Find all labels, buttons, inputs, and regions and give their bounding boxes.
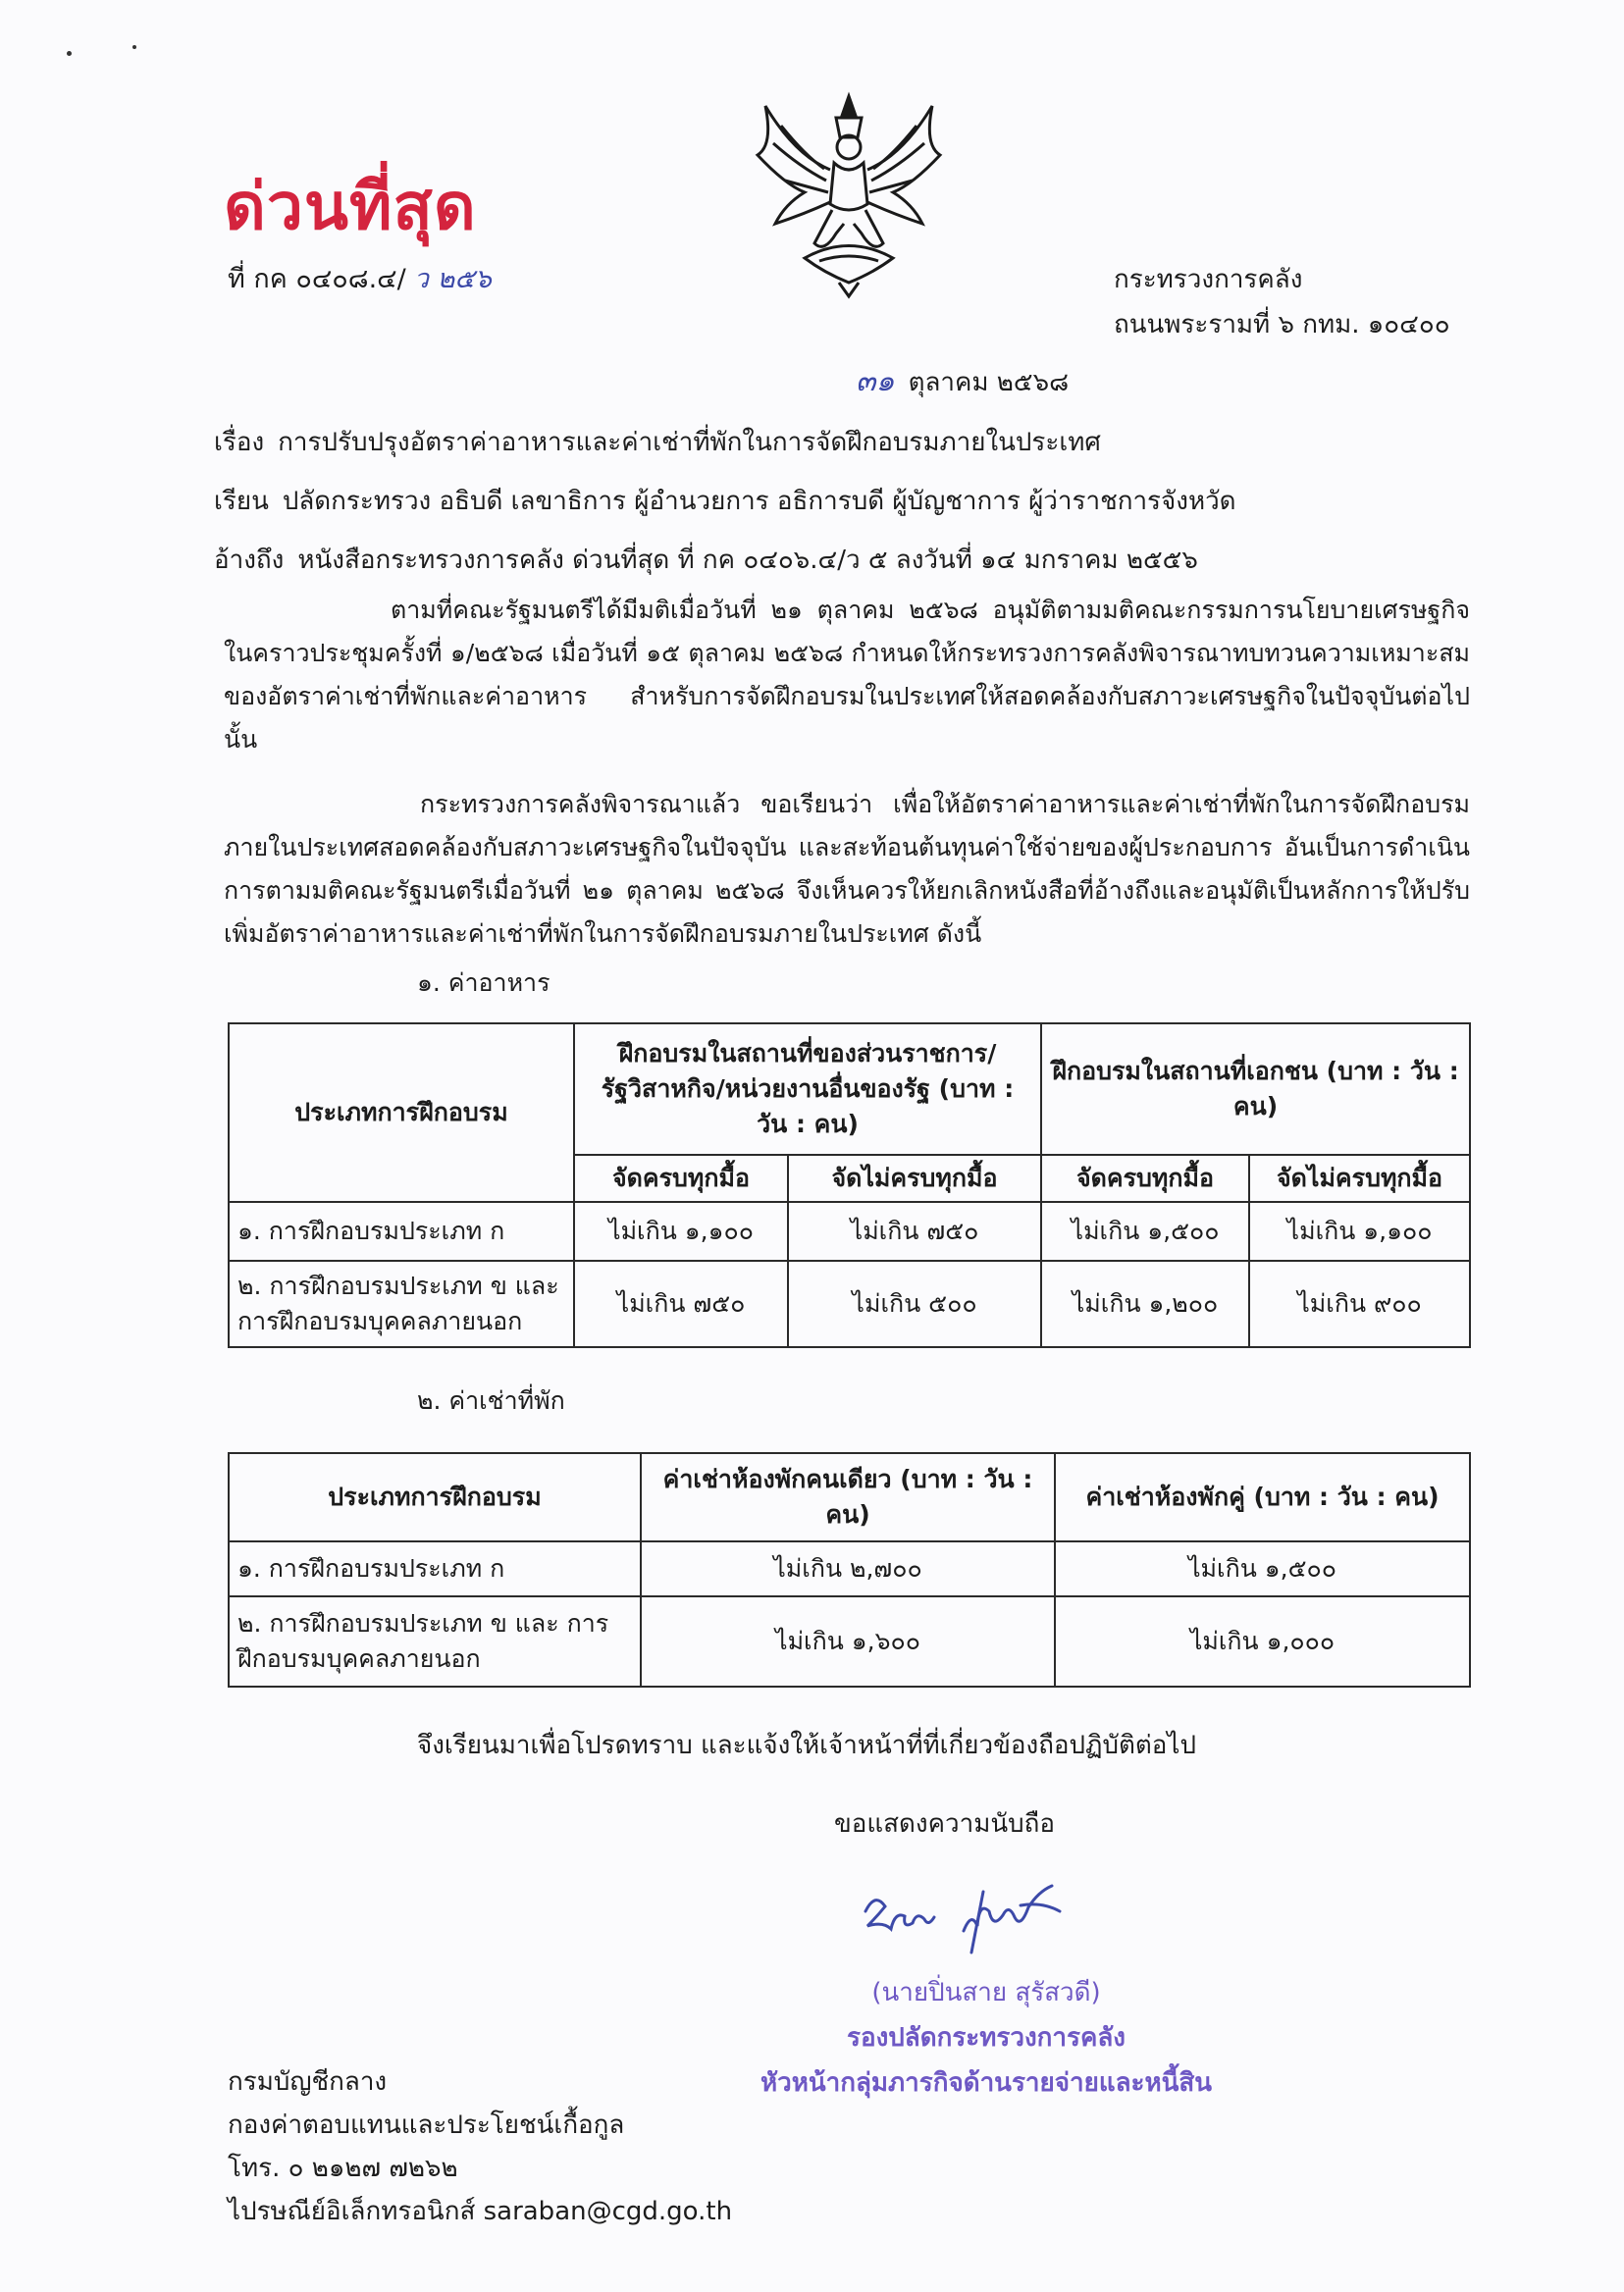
garuda-emblem-icon <box>746 86 952 302</box>
subject-label: เรื่อง <box>214 428 265 457</box>
sender-address <box>1114 257 1450 347</box>
signer-subtitle: หัวหน้ากลุ่มภารกิจด้านรายจ่ายและหนี้สิน <box>760 2068 1213 2098</box>
body-paragraph-2: กระทรวงการคลังพิจารณาแล้ว ขอเรียนว่า เพื่อให้อัตราค่าอาหารและค่าเช่าที่พักในการจัดฝึกอบรมภายในประเทศสอดคล้องกับสภาวะเศรษฐกิจในปัจจุบัน และสะท้อนต้นทุนค่าใช้จ่ายของผู้ประกอบการ อันเป็นการดำเนินการตามมติคณะรัฐมนตรีเมื่อวันที่ ๒๑ ตุลาคม ๒๕๖๘ จึงเห็นควรให้ยกเลิกหนังสือที่อ้างถึงและอนุมัติเป็นหลักการให้ปรับเพิ่มอัตราค่าอาหารและค่าเช่าที่พักในการจัดฝึกอบรมภายในประเทศ ดังนี้ <box>224 790 1470 948</box>
lodging-cell: ไม่เกิน ๒,๗๐๐ <box>641 1541 1055 1596</box>
lodging-heading: ๒. ค่าเช่าที่พัก <box>417 1386 565 1415</box>
scan-speck <box>67 51 72 56</box>
food-row-type: ๑. การฝึกอบรมประเภท ก <box>229 1202 574 1261</box>
signature-icon <box>856 1872 1072 1960</box>
signer-block <box>687 1970 1285 2106</box>
lodging-cell: ไม่เกิน ๑,๖๐๐ <box>641 1596 1055 1687</box>
document-number <box>228 257 492 299</box>
recipient-line <box>214 481 1236 521</box>
food-col-private: ฝึกอบรมในสถานที่เอกชน (บาท : วัน : คน) <box>1041 1023 1470 1155</box>
footer-phone: โทร. ๐ ๒๑๒๗ ๗๒๖๒ <box>228 2154 458 2183</box>
food-cell: ไม่เกิน ๑,๑๐๐ <box>1249 1202 1470 1261</box>
food-cell: ไม่เกิน ๕๐๐ <box>788 1261 1041 1347</box>
table-row <box>229 1596 1470 1687</box>
body-paragraph-1: ตามที่คณะรัฐมนตรีได้มีมติเมื่อวันที่ ๒๑ ตุลาคม ๒๕๖๘ อนุมัติตามมติคณะกรรมการนโยบายเศรษฐกิจในคราวประชุมครั้งที่ ๑/๒๕๖๘ เมื่อวันที่ ๑๕ ตุลาคม ๒๕๖๘ กำหนดให้กระทรวงการคลังพิจารณาทบทวนความเหมาะสมของอัตราค่าเช่าที่พักและค่าอาหาร สำหรับการจัดฝึกอบรมในประเทศให้สอดคล้องกับสภาวะเศรษฐกิจในปัจจุบันต่อไป นั้น <box>224 596 1470 754</box>
table-row <box>229 1261 1470 1347</box>
lodging-col-single: ค่าเช่าห้องพักคนเดียว (บาท : วัน : คน) <box>641 1453 1055 1541</box>
table-row <box>229 1541 1470 1596</box>
signer-name: (นายปิ่นสาย สุรัสวดี) <box>871 1978 1101 2007</box>
subject-line <box>214 422 1101 462</box>
lodging-row-type: ๒. การฝึกอบรมประเภท ข และ การฝึกอบรมบุคคลภายนอก <box>229 1596 641 1687</box>
food-cell: ไม่เกิน ๑,๒๐๐ <box>1041 1261 1249 1347</box>
lodging-col-type: ประเภทการฝึกอบรม <box>229 1453 641 1541</box>
recipient-text: ปลัดกระทรวง อธิบดี เลขาธิการ ผู้อำนวยการ อธิการบดี ผู้บัญชาการ ผู้ว่าราชการจังหวัด <box>282 487 1236 516</box>
agency-name: กระทรวงการคลัง <box>1114 265 1303 294</box>
reference-line <box>214 540 1198 580</box>
footer-division: กองค่าตอบแทนและประโยชน์เกื้อกูล <box>228 2110 625 2140</box>
lodging-col-double: ค่าเช่าห้องพักคู่ (บาท : วัน : คน) <box>1055 1453 1470 1541</box>
date-month-year: ตุลาคม ๒๕๖๘ <box>908 368 1070 397</box>
table-header-row <box>229 1453 1470 1541</box>
closing-sentence: จึงเรียนมาเพื่อโปรดทราบ และแจ้งให้เจ้าหน้าที่ที่เกี่ยวข้องถือปฏิบัติต่อไป <box>417 1731 1196 1760</box>
regards: ขอแสดงความนับถือ <box>834 1809 1055 1839</box>
urgent-stamp: ด่วนที่สุด <box>224 169 477 244</box>
food-col-type: ประเภทการฝึกอบรม <box>229 1023 574 1202</box>
food-cell: ไม่เกิน ๑,๑๐๐ <box>574 1202 788 1261</box>
reference-text: หนังสือกระทรวงการคลัง ด่วนที่สุด ที่ กค ๐๔๐๖.๔/ว ๕ ลงวันที่ ๑๔ มกราคม ๒๕๕๖ <box>297 546 1198 575</box>
document-date <box>856 358 1069 404</box>
recipient-label: เรียน <box>214 487 269 516</box>
reference-label: อ้างถึง <box>214 546 285 575</box>
date-day-handwritten: ๓๑ <box>856 364 895 398</box>
food-col-gov: ฝึกอบรมในสถานที่ของส่วนราชการ/ รัฐวิสาหกิจ/หน่วยงานอื่นของรัฐ (บาท : วัน : คน) <box>574 1023 1041 1155</box>
lodging-cell: ไม่เกิน ๑,๕๐๐ <box>1055 1541 1470 1596</box>
table-row <box>229 1202 1470 1261</box>
lodging-cell: ไม่เกิน ๑,๐๐๐ <box>1055 1596 1470 1687</box>
table-header-row <box>229 1023 1470 1155</box>
agency-address: ถนนพระรามที่ ๖ กทม. ๑๐๔๐๐ <box>1114 310 1450 339</box>
food-sub-priv-full: จัดครบทุกมื้อ <box>1041 1155 1249 1202</box>
contact-footer <box>228 2060 732 2233</box>
food-heading: ๑. ค่าอาหาร <box>417 968 550 997</box>
subject-text: การปรับปรุงอัตราค่าอาหารและค่าเช่าที่พักในการจัดฝึกอบรมภายในประเทศ <box>278 428 1101 457</box>
food-cell: ไม่เกิน ๗๕๐ <box>574 1261 788 1347</box>
footer-department: กรมบัญชีกลาง <box>228 2067 388 2097</box>
food-sub-priv-partial: จัดไม่ครบทุกมื้อ <box>1249 1155 1470 1202</box>
lodging-row-type: ๑. การฝึกอบรมประเภท ก <box>229 1541 641 1596</box>
food-cell: ไม่เกิน ๙๐๐ <box>1249 1261 1470 1347</box>
document-number-label: ที่ กค ๐๔๐๘.๔/ <box>228 264 406 294</box>
signer-title: รองปลัดกระทรวงการคลัง <box>847 2023 1126 2053</box>
lodging-rate-table <box>228 1452 1471 1688</box>
food-cell: ไม่เกิน ๑,๕๐๐ <box>1041 1202 1249 1261</box>
document-number-handwritten: ว ๒๕๖ <box>413 264 492 294</box>
food-sub-gov-partial: จัดไม่ครบทุกมื้อ <box>788 1155 1041 1202</box>
food-cell: ไม่เกิน ๗๕๐ <box>788 1202 1041 1261</box>
food-sub-gov-full: จัดครบทุกมื้อ <box>574 1155 788 1202</box>
scan-speck <box>132 45 136 49</box>
food-rate-table <box>228 1022 1471 1348</box>
footer-email: ไปรษณีย์อิเล็กทรอนิกส์ saraban@cgd.go.th <box>228 2197 733 2226</box>
food-row-type: ๒. การฝึกอบรมประเภท ข และ การฝึกอบรมบุคคลภายนอก <box>229 1261 574 1347</box>
